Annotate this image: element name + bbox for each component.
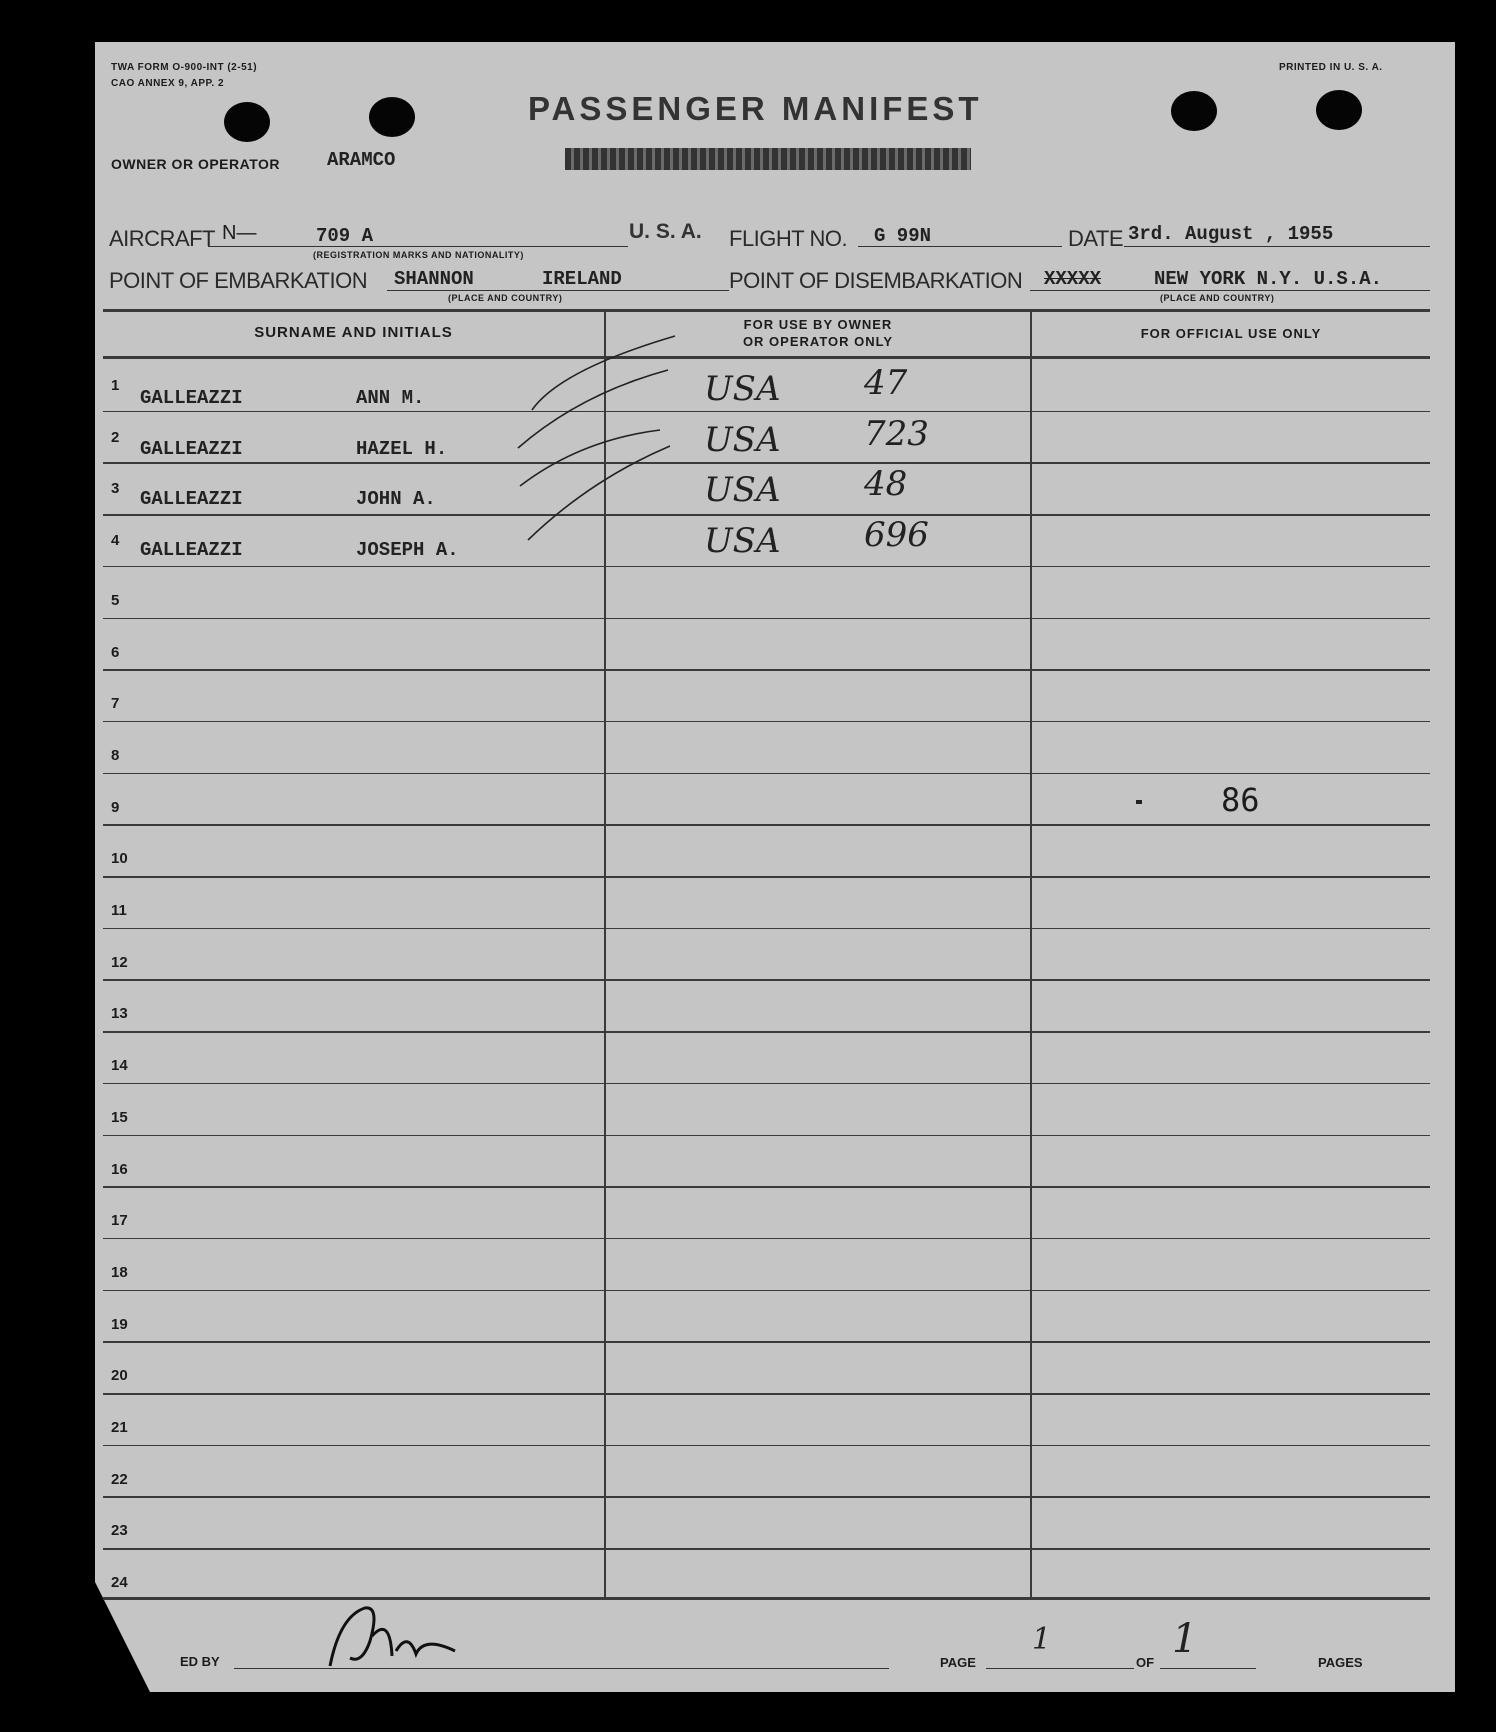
of-value: 1: [1172, 1616, 1198, 1662]
row-line: [103, 1341, 1430, 1343]
passenger-code: 47: [864, 363, 908, 403]
row-number: 23: [111, 1522, 128, 1540]
row-line: [103, 618, 1430, 620]
row-line: [103, 1393, 1430, 1395]
row-number: 20: [111, 1367, 128, 1385]
row-number: 12: [111, 953, 128, 971]
row-line: [103, 566, 1430, 568]
row-line: [103, 1290, 1430, 1292]
embarkation-country: IRELAND: [542, 268, 622, 290]
passenger-surname: GALLEAZZI: [140, 539, 243, 562]
row-number: 7: [111, 695, 120, 713]
row-line: [103, 514, 1430, 516]
row-number: 14: [111, 1057, 128, 1075]
passenger-nationality: USA: [704, 521, 781, 562]
row-line: [103, 876, 1430, 878]
column-header-surname: SURNAME AND INITIALS: [254, 324, 453, 341]
row-number: 10: [111, 850, 128, 868]
owner-value: ARAMCO: [327, 149, 396, 171]
passenger-surname: GALLEAZZI: [140, 387, 243, 409]
flight-label: FLIGHT NO.: [729, 226, 848, 251]
row-line: [103, 979, 1430, 981]
flight-value: G 99N: [874, 225, 932, 247]
table-top-rule: [103, 309, 1430, 312]
page-label: PAGE: [940, 1655, 976, 1670]
passenger-surname: GALLEAZZI: [140, 488, 243, 511]
row-line: [103, 773, 1430, 775]
punch-hole-3: [1171, 91, 1217, 131]
row-line: [103, 462, 1430, 464]
annex-note: CAO ANNEX 9, APP. 2: [111, 78, 225, 89]
punch-hole-4: [1316, 90, 1362, 130]
form-code: TWA FORM O-900-INT (2-51): [111, 62, 258, 73]
row-line: [103, 824, 1430, 826]
passenger-initials: HAZEL H.: [356, 437, 448, 460]
row-line: [103, 1238, 1430, 1240]
row-line: [103, 1496, 1430, 1498]
date-value: 3rd. August , 1955: [1128, 223, 1334, 245]
punch-hole-1: [224, 102, 270, 142]
passenger-nationality: USA: [704, 470, 781, 511]
row-line: [103, 1135, 1430, 1137]
row-number: 16: [111, 1160, 128, 1178]
aircraft-sublabel: (REGISTRATION MARKS AND NATIONALITY): [313, 250, 524, 260]
embarkation-sublabel: (PLACE AND COUNTRY): [448, 293, 563, 303]
table-bottom-rule: [103, 1597, 1430, 1600]
disembarkation-value: NEW YORK N.Y. U.S.A.: [1154, 268, 1383, 290]
owner-label: OWNER OR OPERATOR: [111, 156, 280, 172]
page-title: PASSENGER MANIFEST: [528, 90, 983, 127]
redacted-strikeout: [565, 148, 971, 170]
row-number: 4: [111, 532, 120, 550]
aircraft-value: 709 A: [316, 225, 374, 247]
row-line: [103, 1083, 1430, 1085]
embarkation-label: POINT OF EMBARKATION: [109, 268, 368, 293]
check-marks: [500, 330, 700, 550]
page-value: 1: [1032, 1622, 1052, 1657]
row-line: [103, 928, 1430, 930]
table-header-rule: [103, 356, 1430, 359]
row-line: [103, 1031, 1430, 1033]
column-header-official: FOR OFFICIAL USE ONLY: [1140, 326, 1322, 341]
passenger-initials: JOHN A.: [356, 488, 436, 511]
row-number: 1: [111, 377, 120, 394]
row-number: 19: [111, 1315, 128, 1333]
row-line: [103, 1445, 1430, 1447]
row-number: 22: [111, 1470, 128, 1488]
passenger-initials: ANN M.: [356, 387, 425, 409]
disembarkation-label: POINT OF DISEMBARKATION: [729, 268, 1023, 293]
column-divider-2: [1030, 311, 1032, 1597]
passenger-code: 48: [864, 464, 908, 505]
disembarkation-struck: XXXXX: [1044, 268, 1102, 290]
passenger-initials: JOSEPH A.: [356, 539, 459, 562]
printed-in: PRINTED IN U. S. A.: [1279, 62, 1383, 73]
row-number: 21: [111, 1419, 128, 1436]
ink-dot: [1136, 800, 1142, 804]
official-note: 86: [1221, 781, 1260, 819]
row-number: 3: [111, 480, 120, 498]
row-number: 2: [111, 428, 120, 446]
passenger-code: 696: [864, 515, 929, 556]
row-number: 13: [111, 1005, 128, 1023]
disembarkation-sublabel: (PLACE AND COUNTRY): [1160, 293, 1275, 303]
row-number: 24: [111, 1574, 128, 1592]
aircraft-prefix: N—: [222, 222, 257, 244]
row-line: [103, 721, 1430, 723]
row-number: 9: [111, 798, 120, 816]
row-number: 11: [111, 902, 127, 919]
row-number: 8: [111, 746, 120, 764]
column-header-owner-use-1: FOR USE BY OWNER: [743, 317, 893, 332]
row-number: 5: [111, 591, 120, 609]
of-label: OF: [1136, 1655, 1155, 1670]
passenger-nationality: USA: [704, 369, 781, 409]
row-line: [103, 1548, 1430, 1550]
row-number: 18: [111, 1263, 128, 1281]
row-line: [103, 1186, 1430, 1188]
column-header-owner-use-2: OR OPERATOR ONLY: [742, 334, 894, 349]
pages-label: PAGES: [1318, 1655, 1363, 1670]
passenger-code: 723: [864, 413, 929, 454]
passenger-surname: GALLEAZZI: [140, 437, 243, 460]
row-line: [103, 669, 1430, 671]
embarkation-place: SHANNON: [394, 268, 474, 290]
aircraft-label: AIRCRAFT: [109, 226, 215, 251]
country-label: U. S. A.: [629, 220, 702, 243]
punch-hole-2: [369, 97, 415, 137]
row-line: [103, 411, 1430, 413]
signature: [320, 1596, 470, 1676]
passenger-nationality: USA: [704, 419, 781, 460]
date-label: DATE: [1068, 226, 1124, 251]
row-number: 15: [111, 1108, 128, 1126]
row-number: 17: [111, 1212, 128, 1230]
row-number: 6: [111, 643, 120, 661]
signed-label: ED BY: [180, 1654, 220, 1669]
